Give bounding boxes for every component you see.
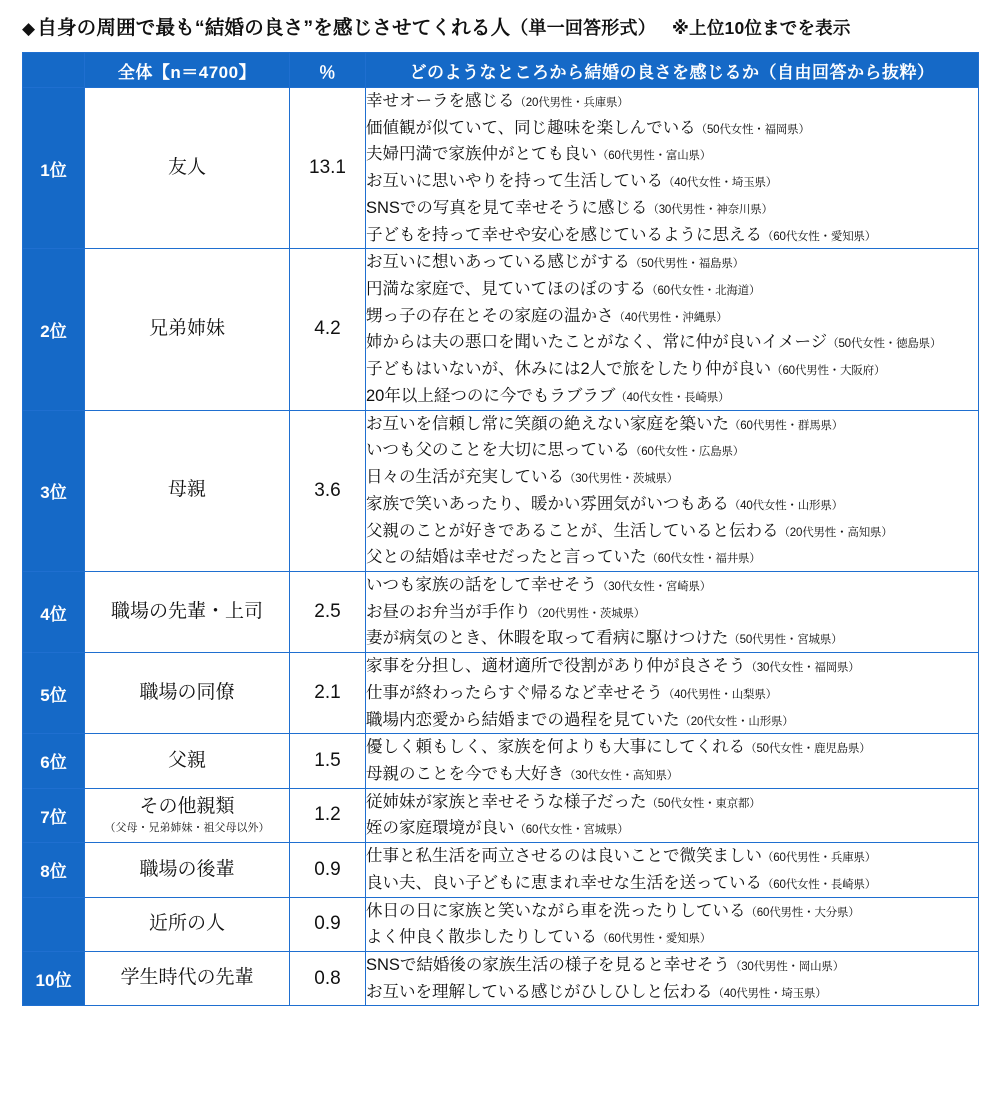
rank-label: 2位 <box>23 249 85 410</box>
rank-label: 8位 <box>23 843 85 897</box>
free-answer-list <box>366 734 979 788</box>
free-answer-text: 夫婦円満で家族仲がとても良い <box>366 145 597 164</box>
free-answer-attribute: （30代女性・福岡県） <box>745 662 860 675</box>
free-answer-attribute: （60代女性・長崎県） <box>762 878 877 891</box>
free-answer-text: 甥っ子の存在とその家庭の温かさ <box>366 306 614 325</box>
category-name-text: 父親 <box>167 749 206 771</box>
free-answer-text: お互いを信頼し常に笑顔の絶えない家庭を築いた <box>366 414 729 433</box>
free-answer-text: 父親のことが好きであることが、生活していると伝わる <box>366 521 779 540</box>
category-name <box>85 571 290 652</box>
free-answer-attribute: （30代女性・高知県） <box>564 769 679 782</box>
column-header-percent: ％ <box>290 53 366 88</box>
free-answer-item <box>366 222 978 249</box>
free-answer-attribute: （30代女性・宮崎県） <box>597 580 712 593</box>
rank-label: 1位 <box>23 88 85 249</box>
free-answer-text: 良い夫、良い子どもに恵まれ幸せな生活を送っている <box>366 873 762 892</box>
free-answer-item <box>366 491 978 518</box>
free-answer-text: SNSでの写真を見て幸せそうに感じる <box>366 198 648 217</box>
free-answer-item <box>366 789 978 816</box>
table-row <box>23 788 979 842</box>
free-answer-attribute: （50代女性・福岡県） <box>695 123 810 136</box>
free-answer-item <box>366 411 978 438</box>
free-answer-text: 円満な家庭で、見ていてほのぼのする <box>366 280 647 299</box>
free-answer-item <box>366 761 978 788</box>
free-answer-list <box>366 88 979 249</box>
free-answer-attribute: （60代女性・宮城県） <box>514 824 629 837</box>
free-answer-text: 家族で笑いあったり、暖かい雰囲気がいつもある <box>366 494 729 513</box>
free-answer-attribute: （50代男性・福島県） <box>629 258 744 271</box>
free-answer-attribute: （60代男性・大阪府） <box>771 365 886 378</box>
free-answer-item <box>366 680 978 707</box>
free-answer-text: 家事を分担し、適材適所で役割があり仲が良さそう <box>366 657 746 676</box>
rank-label: 5位 <box>23 653 85 734</box>
free-answer-text: 休日の日に家族と笑いながら車を洗ったりしている <box>366 901 746 920</box>
column-header-rank <box>23 53 85 88</box>
free-answer-attribute: （40代女性・埼玉県） <box>663 177 778 190</box>
free-answer-attribute: （20代男性・高知県） <box>778 526 893 539</box>
free-answer-item <box>366 544 978 571</box>
category-name-text: 母親 <box>167 479 206 501</box>
column-header-name: 全体【n＝4700】 <box>85 53 290 88</box>
top10-note: ※上位10位までを表示 <box>671 18 851 38</box>
free-answer-text: いつも家族の話をして幸せそう <box>366 575 597 594</box>
free-answer-item <box>366 276 978 303</box>
free-answer-item <box>366 303 978 330</box>
free-answer-text: 幸せオーラを感じる <box>366 92 515 110</box>
free-answer-attribute: （40代女性・山形県） <box>728 499 843 512</box>
free-answer-text: 子どもを持って幸せや安心を感じているように思える <box>366 225 762 244</box>
percent-value: 0.9 <box>290 843 366 897</box>
percent-value: 0.9 <box>290 897 366 951</box>
table-row <box>23 952 979 1006</box>
table-row <box>23 843 979 897</box>
free-answer-item <box>366 168 978 195</box>
table-header-row <box>23 53 979 88</box>
free-answer-list <box>366 843 979 897</box>
free-answer-item <box>366 952 978 979</box>
free-answer-attribute: （40代男性・埼玉県） <box>712 987 827 1000</box>
free-answer-text: 母親のことを今でも大好き <box>366 764 564 783</box>
category-name <box>85 788 290 842</box>
percent-value: 4.2 <box>290 249 366 410</box>
category-name <box>85 653 290 734</box>
rank-label: 10位 <box>23 952 85 1006</box>
table-row <box>23 410 979 571</box>
free-answer-item <box>366 979 978 1006</box>
free-answer-item <box>366 195 978 222</box>
category-name <box>85 88 290 249</box>
percent-value: 0.8 <box>290 952 366 1006</box>
category-name-text: 職場の先輩・上司 <box>110 600 263 622</box>
column-header-freeanswer: どのようなところから結婚の良さを感じるか（自由回答から抜粋） <box>366 53 979 88</box>
free-answer-item <box>366 843 978 870</box>
free-answer-attribute: （30代男性・茨城県） <box>564 473 679 486</box>
free-answer-item <box>366 734 978 761</box>
free-answer-text: お互いに思いやりを持って生活している <box>366 172 663 191</box>
free-answer-text: お互いに想いあっている感じがする <box>366 253 630 272</box>
free-answer-text: 仕事が終わったらすぐ帰るなど幸せそう <box>366 683 663 702</box>
percent-value: 1.5 <box>290 734 366 788</box>
diamond-bullet-icon: ◆ <box>22 19 36 38</box>
free-answer-text: 父との結婚は幸せだったと言っていた <box>366 548 647 567</box>
free-answer-item <box>366 815 978 842</box>
page-title <box>22 12 978 40</box>
free-answer-attribute: （60代女性・北海道） <box>646 285 761 298</box>
free-answer-list <box>366 897 979 951</box>
free-answer-attribute: （60代男性・大分県） <box>745 906 860 919</box>
free-answer-attribute: （60代女性・広島県） <box>630 446 745 459</box>
free-answer-item <box>366 141 978 168</box>
category-name <box>85 410 290 571</box>
free-answer-item <box>366 518 978 545</box>
table-row <box>23 897 979 951</box>
ranking-table <box>22 52 979 1006</box>
rank-label: 6位 <box>23 734 85 788</box>
free-answer-text: 姉からは夫の悪口を聞いたことがなく、常に仲が良いイメージ <box>366 333 828 352</box>
free-answer-text: よく仲良く散歩したりしている <box>366 928 597 947</box>
category-name-text: 友人 <box>167 156 206 178</box>
survey-format-label: （単一回答形式） <box>510 18 656 38</box>
free-answer-item <box>366 625 978 652</box>
free-answer-attribute: （60代男性・群馬県） <box>729 419 844 432</box>
table-row <box>23 734 979 788</box>
free-answer-list <box>366 952 979 1006</box>
free-answer-text: 日々の生活が充実している <box>366 468 564 487</box>
free-answer-item <box>366 599 978 626</box>
free-answer-item <box>366 870 978 897</box>
table-body <box>23 88 979 1006</box>
free-answer-list <box>366 249 979 410</box>
free-answer-attribute: （60代女性・福井県） <box>646 553 761 566</box>
free-answer-text: 子どもはいないが、休みには2人で旅をしたり仲が良い <box>366 360 772 379</box>
page-title-text: 自身の周囲で最も“結婚の良さ”を感じさせてくれる人 <box>37 17 511 39</box>
free-answer-text: 妻が病気のとき、休暇を取って看病に駆けつけた <box>366 629 729 648</box>
free-answer-text: いつも父のことを大切に思っている <box>366 441 630 460</box>
table-row <box>23 249 979 410</box>
free-answer-attribute: （40代男性・沖縄県） <box>613 311 728 324</box>
free-answer-text: 姪の家庭環境が良い <box>366 819 515 838</box>
rank-label: 4位 <box>23 571 85 652</box>
free-answer-item <box>366 898 978 925</box>
free-answer-item <box>366 464 978 491</box>
category-name-text: 兄弟姉妹 <box>148 318 225 340</box>
free-answer-item <box>366 249 978 276</box>
free-answer-list <box>366 788 979 842</box>
free-answer-attribute: （50代女性・徳島県） <box>827 338 942 351</box>
free-answer-attribute: （40代女性・長崎県） <box>615 391 730 404</box>
free-answer-attribute: （60代男性・富山県） <box>597 150 712 163</box>
free-answer-list <box>366 653 979 734</box>
free-answer-item <box>366 437 978 464</box>
free-answer-attribute: （20代女性・山形県） <box>679 715 794 728</box>
free-answer-item <box>366 115 978 142</box>
category-name-note: （父母・兄弟姉妹・祖父母以外） <box>104 821 270 834</box>
rank-label <box>23 897 85 951</box>
category-name-text: 学生時代の先輩 <box>120 967 254 989</box>
free-answer-item <box>366 329 978 356</box>
free-answer-attribute: （50代女性・鹿児島県） <box>745 743 871 756</box>
percent-value: 1.2 <box>290 788 366 842</box>
category-name <box>85 897 290 951</box>
category-name-text: その他親類 <box>139 796 235 818</box>
category-name <box>85 952 290 1006</box>
category-name <box>85 843 290 897</box>
free-answer-attribute: （20代男性・茨城県） <box>531 607 646 620</box>
free-answer-item <box>366 653 978 680</box>
category-name-text: 近所の人 <box>148 912 225 934</box>
free-answer-item <box>366 572 978 599</box>
free-answer-attribute: （20代男性・兵庫県） <box>514 97 629 109</box>
percent-value: 2.5 <box>290 571 366 652</box>
free-answer-attribute: （50代女性・東京都） <box>646 797 761 810</box>
free-answer-list <box>366 410 979 571</box>
free-answer-attribute: （60代女性・愛知県） <box>762 230 877 243</box>
category-name-text: 職場の後輩 <box>139 858 235 880</box>
free-answer-item <box>366 707 978 734</box>
free-answer-attribute: （30代男性・岡山県） <box>729 961 845 973</box>
free-answer-attribute: （60代男性・兵庫県） <box>762 852 877 865</box>
free-answer-text: 優しく頼もしく、家族を何よりも大事にしてくれる <box>366 738 746 757</box>
percent-value: 3.6 <box>290 410 366 571</box>
free-answer-attribute: （50代男性・宮城県） <box>728 634 843 647</box>
free-answer-item <box>366 924 978 951</box>
percent-value: 13.1 <box>290 88 366 249</box>
rank-label: 3位 <box>23 410 85 571</box>
table-row <box>23 653 979 734</box>
free-answer-item <box>366 356 978 383</box>
free-answer-item <box>366 383 978 410</box>
free-answer-text: 価値観が似ていて、同じ趣味を楽しんでいる <box>366 118 696 137</box>
free-answer-attribute: （40代男性・山梨県） <box>662 688 777 701</box>
free-answer-text: SNSで結婚後の家族生活の様子を見ると幸せそう <box>366 956 730 974</box>
rank-label: 7位 <box>23 788 85 842</box>
free-answer-text: お互いを理解している感じがひしひしと伝わる <box>366 982 713 1001</box>
free-answer-text: お昼のお弁当が手作り <box>366 602 531 621</box>
table-row <box>23 88 979 249</box>
category-name <box>85 249 290 410</box>
percent-value: 2.1 <box>290 653 366 734</box>
free-answer-text: 仕事と私生活を両立させるのは良いことで微笑ましい <box>366 847 762 866</box>
free-answer-text: 20年以上経つのに今でもラブラブ <box>366 386 616 405</box>
free-answer-list <box>366 571 979 652</box>
free-answer-attribute: （60代男性・愛知県） <box>597 933 712 946</box>
category-name-text: 職場の同僚 <box>139 681 235 703</box>
free-answer-item <box>366 88 978 115</box>
free-answer-text: 従姉妹が家族と幸せそうな様子だった <box>366 792 647 811</box>
free-answer-attribute: （30代男性・神奈川県） <box>647 203 773 216</box>
category-name <box>85 734 290 788</box>
table-row <box>23 571 979 652</box>
free-answer-text: 職場内恋愛から結婚までの過程を見ていた <box>366 710 680 729</box>
